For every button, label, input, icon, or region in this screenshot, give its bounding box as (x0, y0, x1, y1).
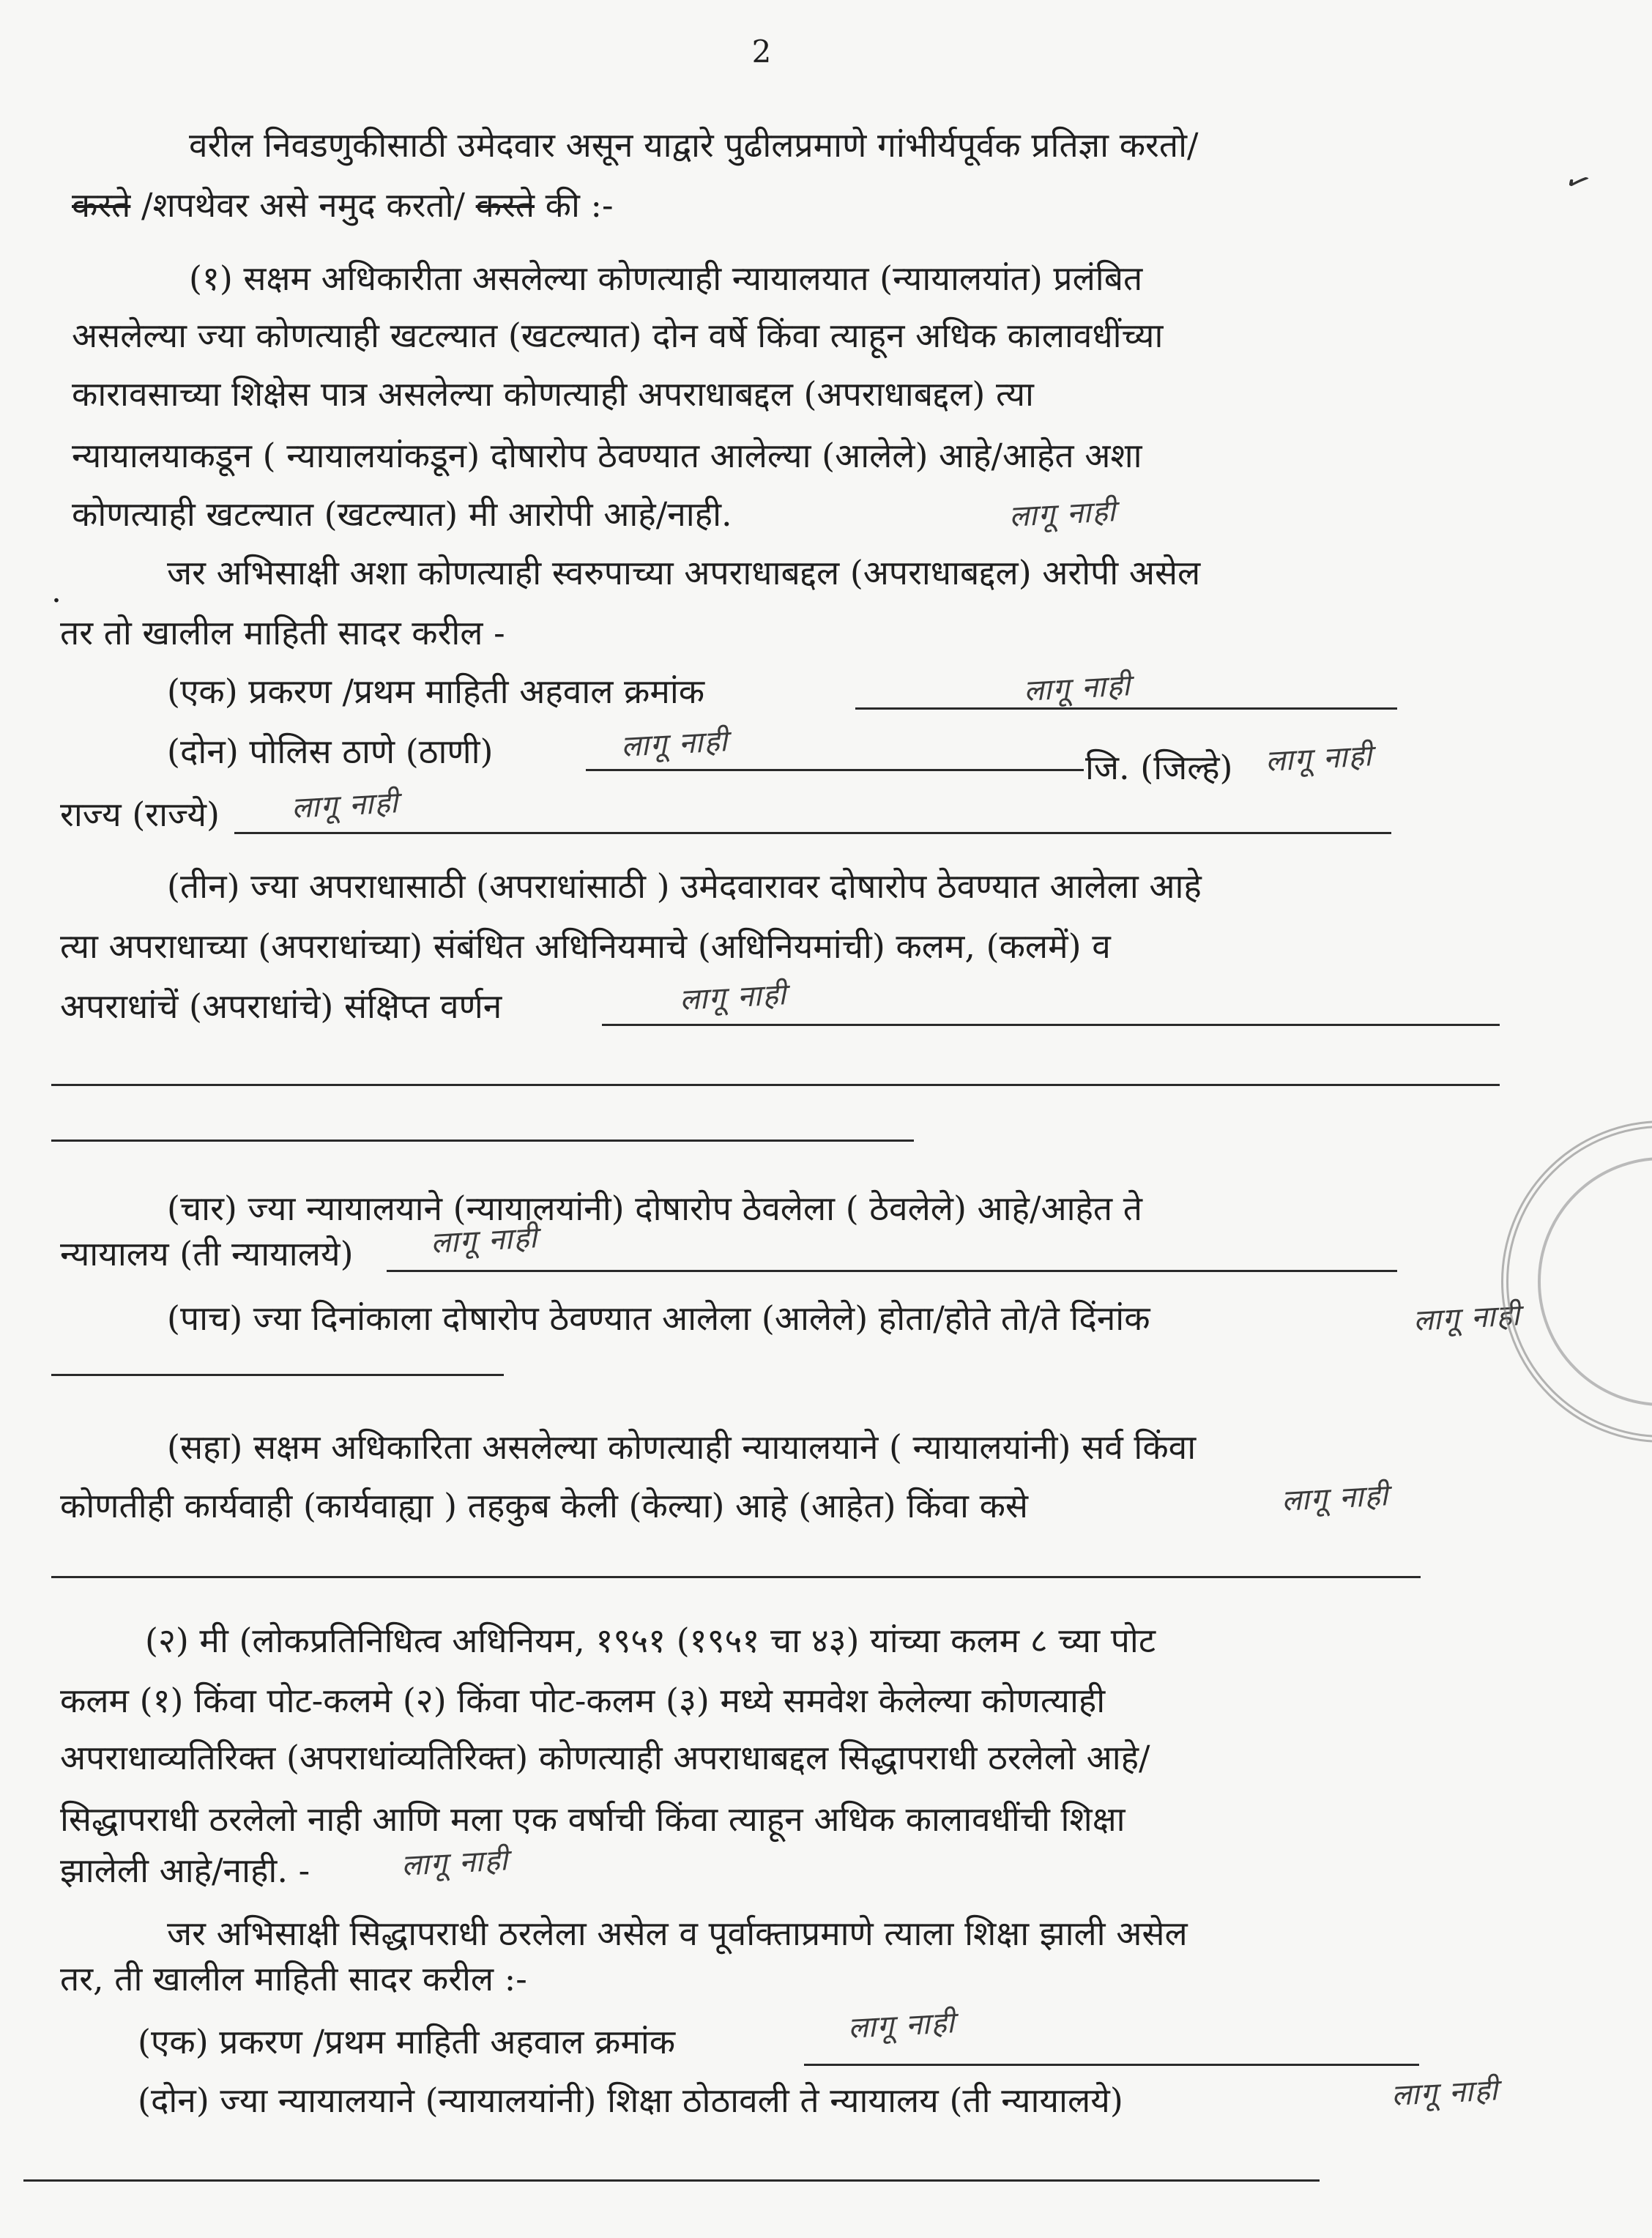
page-number: 2 (751, 34, 772, 70)
para1-line2-b: की :- (545, 185, 614, 225)
handwritten-na: लागू नाही (679, 978, 789, 1017)
struck-word: करते (72, 185, 131, 225)
handwritten-na: लागू नाही (1265, 739, 1374, 778)
s1-teen3: अपराधांचें (अपराधांचे) संक्षिप्त वर्णन (60, 986, 502, 1026)
s2-line2: कलम (१) किंवा पोट-कलमे (२) किंवा पोट-कलम (३) मध्ये समवेश केलेल्या कोणत्याही (60, 1681, 1106, 1720)
s1-line2: असलेल्या ज्या कोणत्याही खटल्यात (खटल्यात) दोन वर्षे किंवा त्याहून अधिक कालावधींच्या (72, 316, 1164, 355)
s2-ek: (एक) प्रकरण /प्रथम माहिती अहवाल क्रमांक (138, 2022, 676, 2062)
handwritten-na: लागू नाही (1008, 494, 1118, 534)
s1-ek: (एक) प्रकरण /प्रथम माहिती अहवाल क्रमांक (167, 672, 705, 711)
fill-line (855, 707, 1397, 710)
s1-don: (दोन) पोलिस ठाणे (ठाणी) (167, 732, 494, 771)
s1-cond2: तर तो खालील माहिती सादर करील - (60, 613, 505, 653)
handwritten-na: लागू नाही (1391, 2073, 1500, 2113)
s2-don: (दोन) ज्या न्यायालयाने (न्यायालयांनी) शिक्षा ठोठावली ते न्यायालय (ती न्यायालये) (138, 2081, 1123, 2120)
s1-jilha: जि. (जिल्हे) (1085, 748, 1233, 787)
pen-mark-icon: ✓ (1558, 161, 1597, 204)
fill-line (51, 1084, 1500, 1086)
handwritten-na: लागू नाही (620, 724, 730, 764)
s1-saha2: कोणतीही कार्यवाही (कार्यवाह्या ) तहकुब केली (केल्या) आहे (आहेत) किंवा कसे (60, 1486, 1029, 1525)
para1-line2-a: /शपथेवर असे नमुद करतो/ (141, 185, 466, 225)
s2-cond2: तर, ती खालील माहिती सादर करील :- (60, 1959, 527, 1999)
fill-line (51, 1576, 1421, 1578)
s2-line1: (२) मी (लोकप्रतिनिधित्व अधिनियम, १९५१ (१९५१ चा ४३) यांच्या कलम ८ च्या पोट (145, 1621, 1156, 1660)
handwritten-na: लागू नाही (401, 1843, 510, 1883)
handwritten-na: लागू नाही (1413, 1298, 1522, 1338)
fill-line (586, 769, 1084, 771)
s1-teen1: (तीन) ज्या अपराधासाठी (अपराधांसाठी ) उमेदवारावर दोषारोप ठेवण्यात आलेला आहे (167, 866, 1202, 906)
s1-saha1: (सहा) सक्षम अधिकारिता असलेल्या कोणत्याही न्यायालयाने ( न्यायालयांनी) सर्व किंवा (167, 1427, 1197, 1467)
para1-line2 (72, 183, 614, 227)
fill-line (804, 2064, 1419, 2066)
s1-line5: कोणत्याही खटल्यात (खटल्यात) मी आरोपी आहे/नाही. (72, 494, 732, 534)
s1-cond1: जर अभिसाक्षी अशा कोणत्याही स्वरुपाच्या अपराधाबद्दल (अपराधाबद्दल) अरोपी असेल (167, 553, 1201, 592)
s2-line3: अपराधाव्यतिरिक्त (अपराधांव्यतिरिक्त) कोणत्याही अपराधाबद्दल सिद्धापराधी ठरलेलो आहे/ (60, 1738, 1150, 1777)
para1-line1: वरील निवडणुकीसाठी उमेदवार असून याद्वारे पुढीलप्रमाणे गांभीर्यपूर्वक प्रतिज्ञा करतो/ (189, 125, 1199, 165)
handwritten-na: लागू नाही (847, 2006, 957, 2045)
official-seal-stamp (1501, 1120, 1652, 1443)
fill-line (23, 2179, 1320, 2182)
fill-line (51, 1140, 914, 1142)
struck-word: करते (475, 185, 535, 225)
s1-pach: (पाच) ज्या दिनांकाला दोषारोप ठेवण्यात आलेला (आलेले) होता/होते तो/ते दिंनांक (167, 1298, 1150, 1338)
s2-line4: सिद्धापराधी ठरलेलो नाही आणि मला एक वर्षाची किंवा त्याहून अधिक कालावधींची शिक्षा (60, 1799, 1125, 1839)
stray-dot: . (51, 573, 62, 610)
s1-rajya: राज्य (राज्ये) (60, 795, 220, 834)
s1-char2: न्यायालय (ती न्यायालये) (60, 1234, 354, 1274)
fill-line (387, 1270, 1397, 1272)
s1-char1: (चार) ज्या न्यायालयाने (न्यायालयांनी) दोषारोप ठेवलेला ( ठेवलेले) आहे/आहेत ते (167, 1189, 1142, 1228)
handwritten-na: लागू नाही (1281, 1479, 1391, 1518)
s2-cond1: जर अभिसाक्षी सिद्धापराधी ठरलेला असेल व पूर्वाक्ताप्रमाणे त्याला शिक्षा झाली असेल (167, 1914, 1188, 1953)
fill-line (51, 1374, 504, 1376)
s1-teen2: त्या अपराधाच्या (अपराधांच्या) संबंधित अधिनियमाचे (अधिनियमांची) कलम, (कलमें) व (60, 926, 1111, 966)
fill-line (602, 1024, 1500, 1026)
handwritten-na: लागू नाही (1023, 669, 1133, 708)
handwritten-na: लागू नाही (291, 786, 401, 825)
fill-line (234, 832, 1391, 834)
s2-line5: झालेली आहे/नाही. - (60, 1851, 310, 1890)
s1-line3: कारावसाच्या शिक्षेस पात्र असलेल्या कोणत्याही अपराधाबद्दल (अपराधाबद्दल) त्या (72, 374, 1034, 414)
s1-line1: (१) सक्षम अधिकारीता असलेल्या कोणत्याही न्यायालयात (न्यायालयांत) प्रलंबित (189, 259, 1143, 298)
handwritten-na: लागू नाही (430, 1221, 540, 1260)
s1-line4: न्यायालयाकडून ( न्यायालयांकडून) दोषारोप ठेवण्यात आलेल्या (आलेले) आहे/आहेत अशा (72, 436, 1142, 475)
